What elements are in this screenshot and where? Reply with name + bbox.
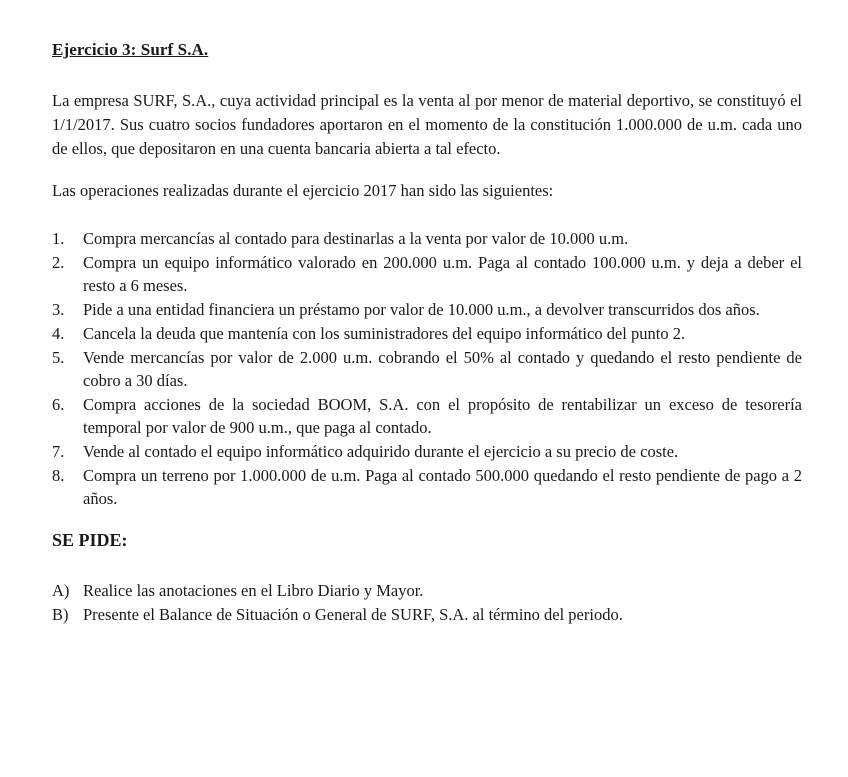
section-heading: SE PIDE: xyxy=(52,530,128,550)
list-item xyxy=(52,322,802,345)
list-item xyxy=(52,440,802,463)
intro-paragraph: La empresa SURF, S.A., cuya actividad principal es la venta al por menor de material deportivo, se constituyó el 1/1/2017. Sus cuatro socios fundadores aportaron en el momento de la constitución 1.000.000 de u.m. cada uno de ellos, que depositaron en una cuenta bancaria abierta a tal efecto. xyxy=(52,91,802,158)
item-text: Vende mercancías por valor de 2.000 u.m. cobrando el 50% al contado y quedando el resto pendiente de cobro a 30 días. xyxy=(83,348,802,390)
item-letter: A) xyxy=(52,581,70,600)
item-number: 2. xyxy=(52,253,65,272)
exercise-title: Ejercicio 3: Surf S.A. xyxy=(52,40,209,59)
item-letter: B) xyxy=(52,605,69,624)
tasks-list xyxy=(52,579,802,627)
item-number: 3. xyxy=(52,300,65,319)
list-item xyxy=(52,227,802,250)
item-text: Compra un terreno por 1.000.000 de u.m. Paga al contado 500.000 quedando el resto pendiente de pago a 2 años. xyxy=(83,466,802,508)
item-text: Realice las anotaciones en el Libro Diario y Mayor. xyxy=(83,581,424,600)
list-item xyxy=(52,251,802,297)
list-item xyxy=(52,346,802,392)
list-item xyxy=(52,393,802,439)
item-number: 5. xyxy=(52,348,65,367)
item-text: Compra un equipo informático valorado en 200.000 u.m. Paga al contado 100.000 u.m. y deja a deber el resto a 6 meses. xyxy=(83,253,802,295)
operations-list xyxy=(52,227,802,510)
item-text: Compra acciones de la sociedad BOOM, S.A. con el propósito de rentabilizar un exceso de tesorería temporal por valor de 900 u.m., que paga al contado. xyxy=(83,395,802,437)
item-number: 6. xyxy=(52,395,65,414)
operations-intro: Las operaciones realizadas durante el ejercicio 2017 han sido las siguientes: xyxy=(52,181,554,200)
list-item xyxy=(52,579,802,603)
item-number: 4. xyxy=(52,324,65,343)
item-text: Pide a una entidad financiera un préstamo por valor de 10.000 u.m., a devolver transcurridos dos años. xyxy=(83,300,760,319)
item-text: Cancela la deuda que mantenía con los suministradores del equipo informático del punto 2. xyxy=(83,324,686,343)
item-text: Presente el Balance de Situación o General de SURF, S.A. al término del periodo. xyxy=(83,605,623,624)
list-item xyxy=(52,464,802,510)
item-number: 8. xyxy=(52,466,65,485)
item-text: Compra mercancías al contado para destinarlas a la venta por valor de 10.000 u.m. xyxy=(83,229,629,248)
list-item xyxy=(52,298,802,321)
list-item xyxy=(52,603,802,627)
item-number: 1. xyxy=(52,229,65,248)
item-number: 7. xyxy=(52,442,65,461)
item-text: Vende al contado el equipo informático adquirido durante el ejercicio a su precio de coste. xyxy=(83,442,679,461)
